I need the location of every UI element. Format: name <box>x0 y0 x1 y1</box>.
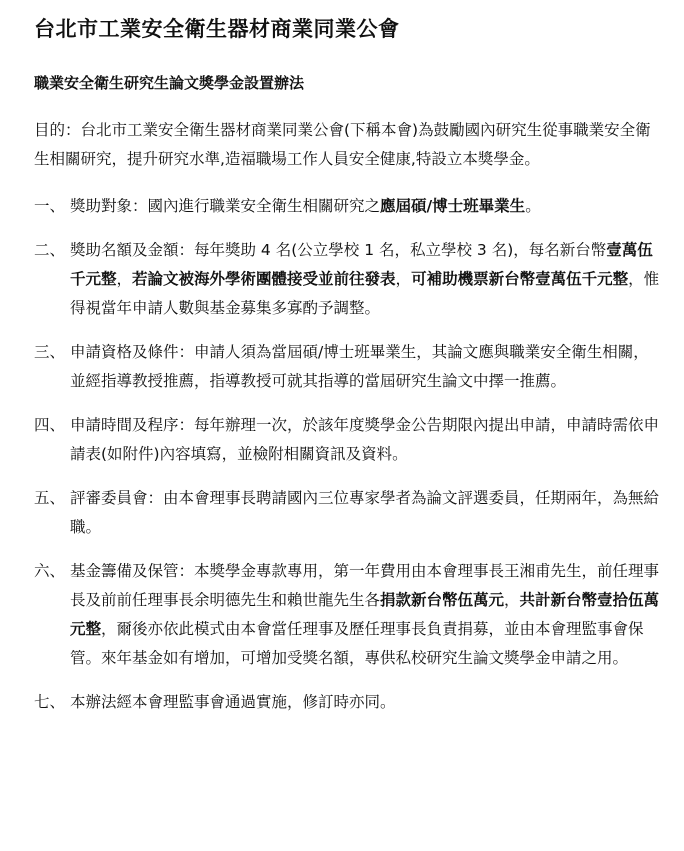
article-item <box>34 338 662 396</box>
regulation-title: 職業安全衛生研究生論文獎學金設置辦法 <box>34 74 305 92</box>
article-item <box>34 236 662 323</box>
article-text-segment: 基金籌備及保管：本獎學金專款專用，第一年費用由本會理事長王湘甫先生，前任理事長及前前任理事長余明德先生和賴世龍先生各 <box>70 562 660 609</box>
article-number: 五、 <box>34 489 66 507</box>
article-item <box>34 192 662 221</box>
article-list <box>34 192 662 717</box>
article-text-segment: 。 <box>525 197 541 215</box>
article-text-segment: ， <box>504 591 520 609</box>
emphasized-text: 壹萬伍千元整 <box>70 241 653 288</box>
emphasized-text: 應屆碩/博士班畢業生 <box>380 197 526 215</box>
article-text <box>70 688 662 717</box>
article-number: 三、 <box>34 343 66 361</box>
article-number: 二、 <box>34 241 66 259</box>
article-item <box>34 688 662 717</box>
article-text-segment: 獎助名額及金額：每年獎助 4 名(公立學校 1 名，私立學校 3 名)，每名新台幣 <box>70 241 607 259</box>
article-text <box>70 338 662 396</box>
article-item <box>34 411 662 469</box>
article-text <box>70 411 662 469</box>
article-text-segment: ，惟得視當年申請人數與基金募集多寡酌予調整。 <box>70 270 660 317</box>
article-text-segment: ， <box>116 270 133 288</box>
association-title: 台北市工業安全衛生器材商業同業公會 <box>34 17 400 41</box>
article-number: 四、 <box>34 416 66 434</box>
article-text-segment: 申請資格及條件：申請人須為當屆碩/博士班畢業生，其論文應與職業安全衛生相關，並經指導教授推薦，指導教授可就其指導的當屆研究生論文中擇一推薦。 <box>70 343 649 390</box>
article-text-segment: 評審委員會：由本會理事長聘請國內三位專家學者為論文評選委員，任期兩年，為無給職。 <box>70 489 660 536</box>
article-item <box>34 484 662 542</box>
article-text <box>70 484 662 542</box>
article-text-segment: ，爾後亦依此模式由本會當任理事及歷任理事長負責捐募，並由本會理監事會保管。來年基金如有增加，可增加受獎名額，專供私校研究生論文獎學金申請之用。 <box>70 620 644 667</box>
article-number: 七、 <box>34 693 66 711</box>
article-text-segment: ， <box>395 270 412 288</box>
emphasized-text: 共計新台幣壹拾伍萬元整 <box>70 591 660 638</box>
emphasized-text: 若論文被海外學術團體接受並前往發表 <box>132 270 396 288</box>
article-text <box>70 192 662 221</box>
article-text-segment: 申請時間及程序：每年辦理一次，於該年度獎學金公告期限內提出申請，申請時需依申請表(如附件)內容填寫，並檢附相關資訊及資料。 <box>70 416 660 463</box>
article-text-segment: 本辦法經本會理監事會通過實施，修訂時亦同。 <box>70 693 396 711</box>
article-number: 一、 <box>34 197 66 215</box>
emphasized-text: 可補助機票新台幣壹萬伍千元整 <box>411 270 629 288</box>
article-number: 六、 <box>34 562 66 580</box>
purpose-paragraph: 目的：台北市工業安全衛生器材商業同業公會(下稱本會)為鼓勵國內研究生從事職業安全衛生相關研究，提升研究水準,造福職場工作人員安全健康,特設立本獎學金。 <box>34 121 651 168</box>
article-text <box>70 557 662 673</box>
article-text <box>70 236 662 323</box>
article-item <box>34 557 662 673</box>
article-text-segment: 獎助對象：國內進行職業安全衛生相關研究之 <box>70 197 381 215</box>
emphasized-text: 捐款新台幣伍萬元 <box>380 591 505 609</box>
